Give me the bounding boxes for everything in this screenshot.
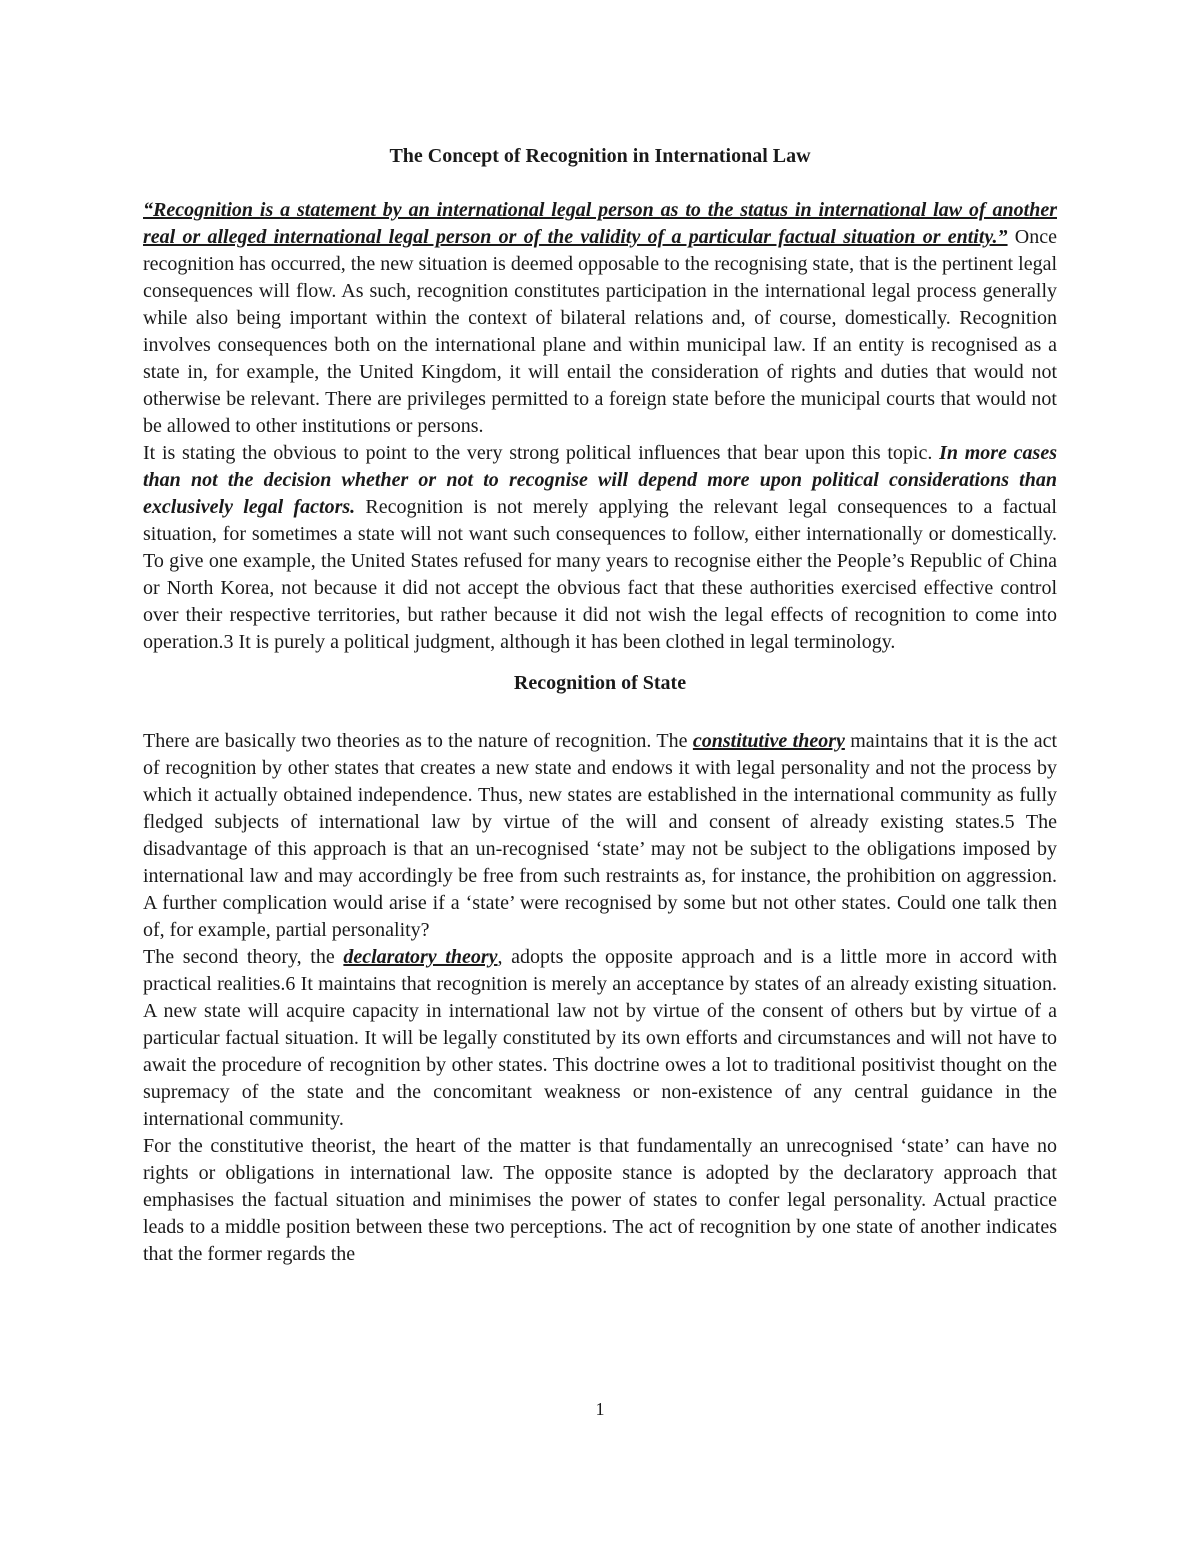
paragraph-declaratory-theory [143,944,1057,1133]
constitutive-text: maintains that it is the act of recognition by other states that creates a new state and endows it with legal personality and not the process by which it actually obtained independence. Thus, new states are established in the international community as fully fledged subjects of international law by virtue of the will and consent of already existing states.5 The disadvantage of this approach is that an un-recognised ‘state’ may not be subject to the obligations imposed by international law and may accordingly be free from such restraints as, for instance, the prohibition on aggression. A further complication would arise if a ‘state’ were recognised by some but not other states. Could one talk then of, for example, partial personality? [143,730,1057,941]
paragraph-political-influence [143,440,1057,656]
document-title: The Concept of Recognition in International Law [389,145,811,167]
constitutive-lead: There are basically two theories as to the nature of recognition. The [143,730,693,752]
paragraph-middle-position: For the constitutive theorist, the heart of the matter is that fundamentally an unrecognised ‘state’ can have no rights or obligations in international law. The opposite stance is adopted by the declaratory approach that emphasises the factual situation and minimises the power of states to confer legal personality. Actual practice leads to a middle position between these two perceptions. The act of recognition by one state of another indicates that the former regards the [143,1135,1057,1265]
definition-quote: “Recognition is a statement by an international legal person as to the status in international law of another real or alleged international legal person or of the validity of a particular factual situation or entity.” [143,199,1057,248]
political-emphasis: In more cases than not the decision whether or not to recognise will depend more upon political considerations than exclusively legal factors. [143,442,1057,518]
paragraph-definition-text: Once recognition has occurred, the new situation is deemed opposable to the recognising state, that is the pertinent legal consequences will flow. As such, recognition constitutes participation in the international legal process generally while also being important within the context of bilateral relations and, of course, domestically. Recognition involves consequences both on the international plane and within municipal law. If an entity is recognised as a state in, for example, the United Kingdom, it will entail the consideration of rights and duties that would not otherwise be relevant. There are privileges permitted to a foreign state before the municipal courts that would not be allowed to other institutions or persons. [143,226,1057,437]
paragraph-constitutive-theory [143,728,1057,944]
constitutive-theory-term: constitutive theory [692,730,845,752]
declaratory-lead: The second theory, the [143,946,344,968]
declaratory-theory-term: declaratory theory [343,946,498,968]
paragraph-definition [143,197,1057,440]
page-number: 1 [595,1399,605,1419]
document-body [143,143,1057,1268]
declaratory-text: , adopts the opposite approach and is a little more in accord with practical realities.6 It maintains that recognition is merely an acceptance by states of an already existing situation. A new state will acquire capacity in international law not by virtue of the consent of others but by virtue of a particular factual situation. It will be legally constituted by its own efforts and circumstances and will not have to await the procedure of recognition by other states. This doctrine owes a lot to traditional positivist thought on the supremacy of the state and the concomitant weakness or non-existence of any central guidance in the international community. [143,946,1058,1130]
section-heading: Recognition of State [513,672,687,694]
paragraph-political-text: Recognition is not merely applying the relevant legal consequences to a factual situation, for sometimes a state will not want such consequences to follow, either internationally or domestically. To give one example, the United States refused for many years to recognise either the People’s Republic of China or North Korea, not because it did not accept the obvious fact that these authorities exercised effective control over their respective territories, but rather because it did not wish the legal effects of recognition to come into operation.3 It is purely a political judgment, although it has been clothed in legal terminology. [143,496,1057,653]
paragraph-political-intro: It is stating the obvious to point to the very strong political influences that bear upon this topic. [143,442,940,464]
